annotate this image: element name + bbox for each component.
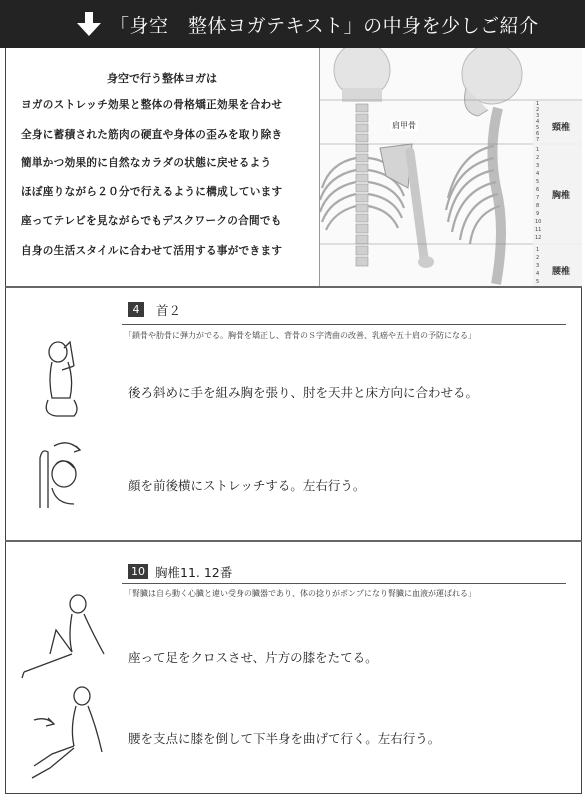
vertebra-number: 4 <box>536 171 540 177</box>
scapula-label: 肩甲骨 <box>392 121 416 130</box>
step-instruction: 座って足をクロスさせ、片方の膝をたてる。 <box>128 650 378 665</box>
section-rule <box>122 583 566 584</box>
intro-line: 簡単かつ効果的に自然なカラダの状態に戻せるよう <box>21 157 272 169</box>
section-number: 4 <box>128 302 144 317</box>
vertebra-number: 4 <box>536 119 540 125</box>
intro-line: ヨガのストレッチ効果と整体の骨格矯正効果を合わせ <box>21 99 283 111</box>
vertebra-number: 5 <box>536 279 540 285</box>
intro-line: ほぼ座りながら２０分で行えるように構成しています <box>21 186 283 198</box>
down-arrow-icon <box>76 10 102 38</box>
vertebra-number: 3 <box>536 113 540 119</box>
vertebra-number: 7 <box>536 195 540 201</box>
intro-heading: 身空で行う整体ヨガは <box>107 72 217 85</box>
intro-line: 座ってテレビを見ながらでもデスクワークの合間でも <box>21 215 282 227</box>
page-title: 「身空 整体ヨガテキスト」の中身を少しご紹介 <box>110 15 539 37</box>
thoracic-label: 胸椎 <box>552 191 571 201</box>
vertebra-number: 1 <box>536 101 540 107</box>
skeleton-illustration <box>319 48 582 286</box>
vertebra-number: 1 <box>536 247 540 253</box>
page-header <box>0 0 585 48</box>
section-number: 10 <box>128 564 148 579</box>
vertebra-number: 6 <box>536 131 540 137</box>
intro-line: 全身に蓄積された筋肉の硬直や身体の歪みを取り除き <box>21 129 283 141</box>
vertebra-number: 10 <box>535 219 542 225</box>
vertebra-number: 5 <box>536 179 540 185</box>
section-divider <box>5 286 582 288</box>
section-note: 「腎臓は自ら動く心臓と違い受身の臓器であり、体の捻りがポンプになり腎臓に血液が運ばれる」 <box>124 589 476 598</box>
lumbar-label: 腰椎 <box>552 267 571 277</box>
vertebra-number: 11 <box>535 227 542 233</box>
pose-figure <box>24 684 110 780</box>
pose-figure <box>20 592 110 684</box>
section-title: 胸椎11. 12番 <box>155 565 233 580</box>
vertebra-number: 2 <box>536 155 540 161</box>
step-instruction: 後ろ斜めに手を組み胸を張り、肘を天井と床方向に合わせる。 <box>128 385 479 400</box>
section-rule <box>122 324 566 325</box>
vertebra-number: 3 <box>536 263 540 269</box>
vertebra-number: 7 <box>536 137 540 143</box>
skeleton-drawing <box>320 48 582 286</box>
section-divider <box>5 540 582 542</box>
vertebra-number: 4 <box>536 271 540 277</box>
vertebra-number: 2 <box>536 255 540 261</box>
cervical-label: 頸椎 <box>552 123 571 133</box>
pose-figure <box>34 438 94 518</box>
vertebra-number: 2 <box>536 107 540 113</box>
vertebra-number: 1 <box>536 147 540 153</box>
vertebra-number: 8 <box>536 203 540 209</box>
vertebra-number: 3 <box>536 163 540 169</box>
vertebra-number: 12 <box>535 235 542 241</box>
vertebra-number: 5 <box>536 125 540 131</box>
step-instruction: 顔を前後横にストレッチする。左右行う。 <box>128 478 366 493</box>
intro-line: 自身の生活スタイルに合わせて活用する事ができます <box>21 245 283 257</box>
step-instruction: 腰を支点に膝を倒して下半身を曲げて行く。左右行う。 <box>128 731 441 746</box>
vertebra-number: 9 <box>536 211 540 217</box>
section-title: 首２ <box>156 303 182 318</box>
intro-text <box>5 48 319 286</box>
vertebra-number: 6 <box>536 187 540 193</box>
pose-figure <box>40 340 90 420</box>
section-note: 「鎖骨や肋骨に弾力がでる。胸骨を矯正し、背骨のＳ字湾曲の改善、乳癌や五十肩の予防になる」 <box>124 331 476 340</box>
